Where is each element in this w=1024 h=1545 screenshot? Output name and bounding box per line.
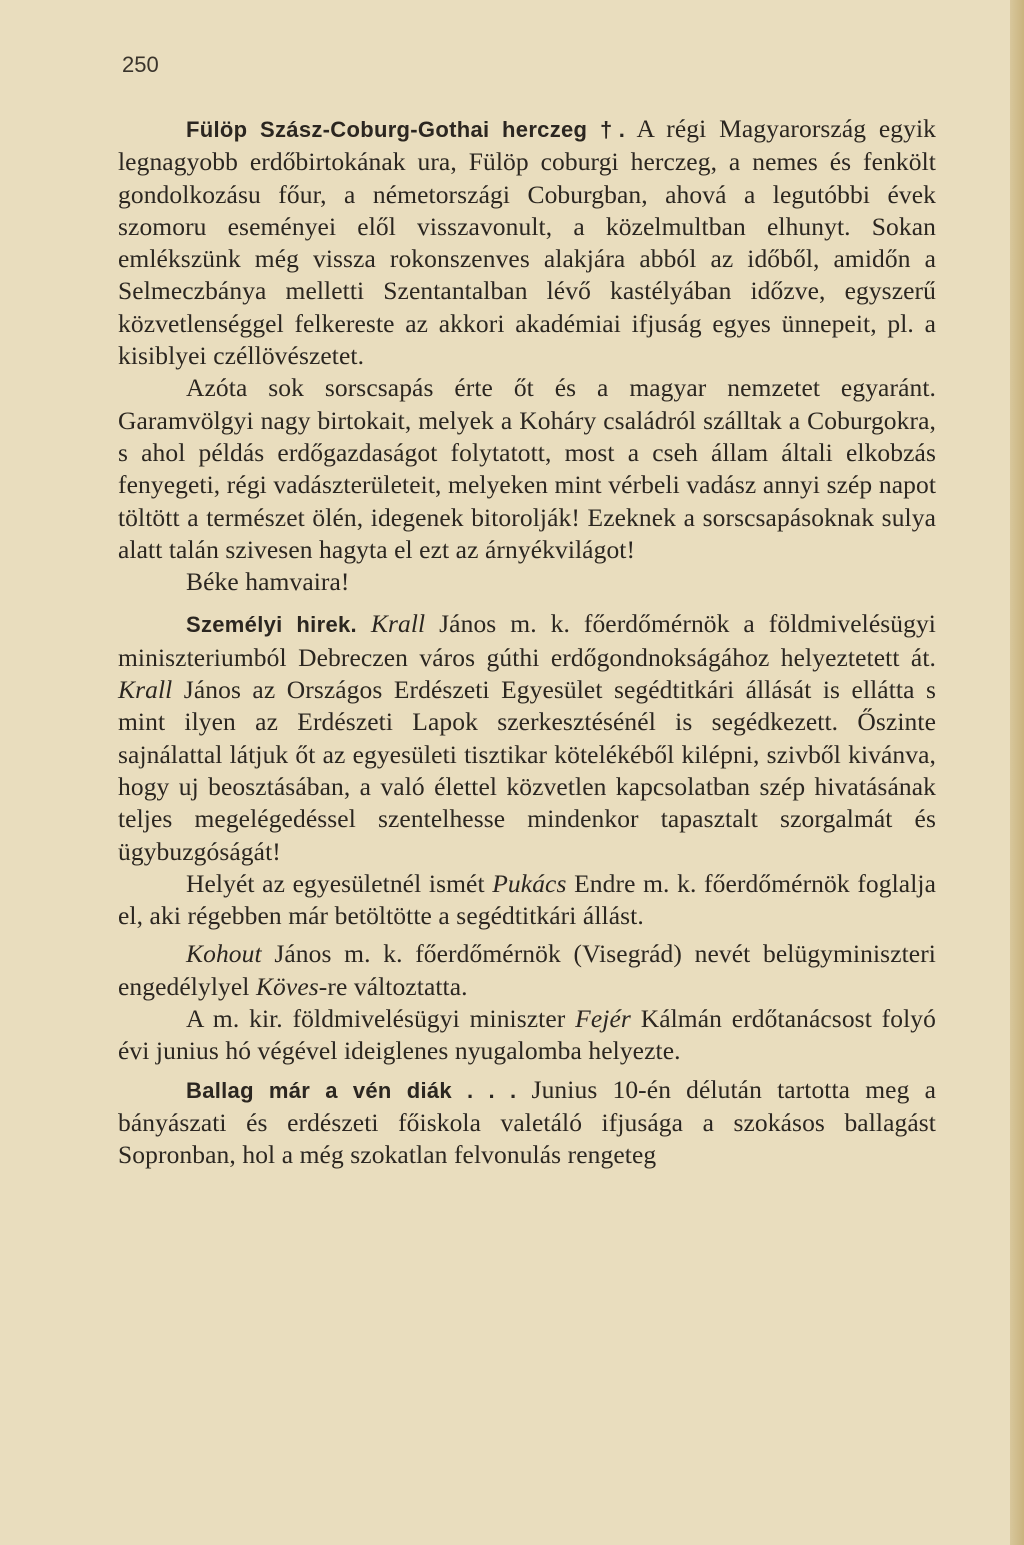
paragraph-lead-heading: Fülöp Szász-Coburg-Gothai herczeg †.	[186, 117, 626, 142]
paragraph-text: -re változtatta.	[318, 971, 468, 1001]
paragraph-obituary-coburg	[118, 113, 936, 372]
paragraph-text: Kálmán erdőtanácsost folyó évi junius hó végével ideiglenes nyugalomba helyezte.	[118, 1004, 936, 1066]
person-name: Krall	[118, 675, 173, 705]
page-edge	[1010, 0, 1024, 1545]
paragraph-text: A m. kir. földmivelésügyi miniszter	[186, 1004, 576, 1034]
article-body	[118, 113, 936, 1172]
paragraph-personal-news-krall	[118, 608, 936, 867]
paragraph-text: János m. k. főerdőmérnök a földmivelésügyi miniszteriumból Debreczen város gúthi erdőgondnokságához helyeztetett át.	[118, 609, 936, 672]
paragraph-lead-heading: Személyi hirek.	[186, 612, 357, 638]
paragraph-kohout-name-change	[118, 938, 936, 1003]
paragraph-pukacs-appointment	[118, 868, 936, 933]
person-name: Fejér	[575, 1004, 631, 1034]
paragraph-text: János az Országos Erdészeti Egyesület segédtitkári állását is ellátta s mint ilyen az Erdészeti Lapok szerkesztésénél is segédkezett. Őszinte sajnálattal látjuk őt az egyesületi tisztikar kötelékéből kilépni, szivből kivánva, hogy uj beosztásában, a való élettel közvetlen kapcsolatban szép hivatásának teljes megelégedéssel szentelhesse mindenkor tapasztalt szorgalmát és ügybuzgóságát!	[118, 675, 936, 866]
person-name: Kohout	[186, 939, 262, 969]
person-name: Pukács	[492, 868, 567, 898]
paragraph-lead-heading: Ballag már a vén diák . . .	[186, 1077, 517, 1103]
paragraph-text	[357, 609, 371, 638]
paragraph-garamvolgy-estates	[118, 372, 936, 566]
paragraph-fejer-retirement	[118, 1003, 936, 1068]
person-name: Köves	[255, 971, 319, 1001]
person-name: Krall	[370, 609, 426, 639]
page-number: 250	[122, 52, 159, 77]
paragraph-text: Azóta sok sorscsapás érte őt és a magyar nemzetet egyaránt. Garamvölgyi nagy birtokait, melyek a Koháry családról szálltak a Coburgokra, s ahol példás erdőgazdaságot folytatott, most a cseh állam általi elkobzás fenyegeti, régi vadászterületeit, melyeken mint vérbeli vadász annyi szép napot töltött a természet ölén, idegenek bitorolják! Ezeknek a sorscsapásoknak sulya alatt talán szivesen hagyta el ezt az árnyékvilágot!	[118, 373, 936, 564]
paragraph-graduation-procession	[118, 1074, 936, 1172]
paragraph-text: Helyét az egyesületnél ismét	[186, 868, 493, 898]
paragraph-text: Endre m. k. főerdőmérnök foglalja el, aki régebben már betöltötte a segédtitkári állást.	[118, 868, 937, 931]
paragraph-farewell	[118, 566, 936, 598]
paragraph-text: János m. k. főerdőmérnök (Visegrád) nevét belügyminiszteri engedélylyel	[118, 939, 936, 1001]
paragraph-text: Junius 10-én délután tartotta meg a bányászati és erdészeti főiskola valetáló ifjusága a szokásos ballagást Sopronban, hol a még szokatlan felvonulás rengeteg	[118, 1074, 936, 1170]
paragraph-text: Béke hamvaira!	[186, 567, 350, 597]
paragraph-text: A régi Magyarország egyik legnagyobb erdőbirtokának ura, Fülöp coburgi herczeg, a nemes és fenkölt gondolkozásu főur, a németországi Coburgban, ahová a legutóbbi évek szomoru eseményei elől visszavonult, a közelmultban elhunyt. Sokan emlékszünk még vissza rokonszenves alakjára abból az időből, amidőn a Selmeczbánya melletti Szentantalban lévő kastélyában időzve, egyszerű közvetlenséggel felkereste az akkori akadémiai ifjuság egyes ünnepeit, pl. a kisiblyei czéllövészetet.	[118, 114, 936, 371]
